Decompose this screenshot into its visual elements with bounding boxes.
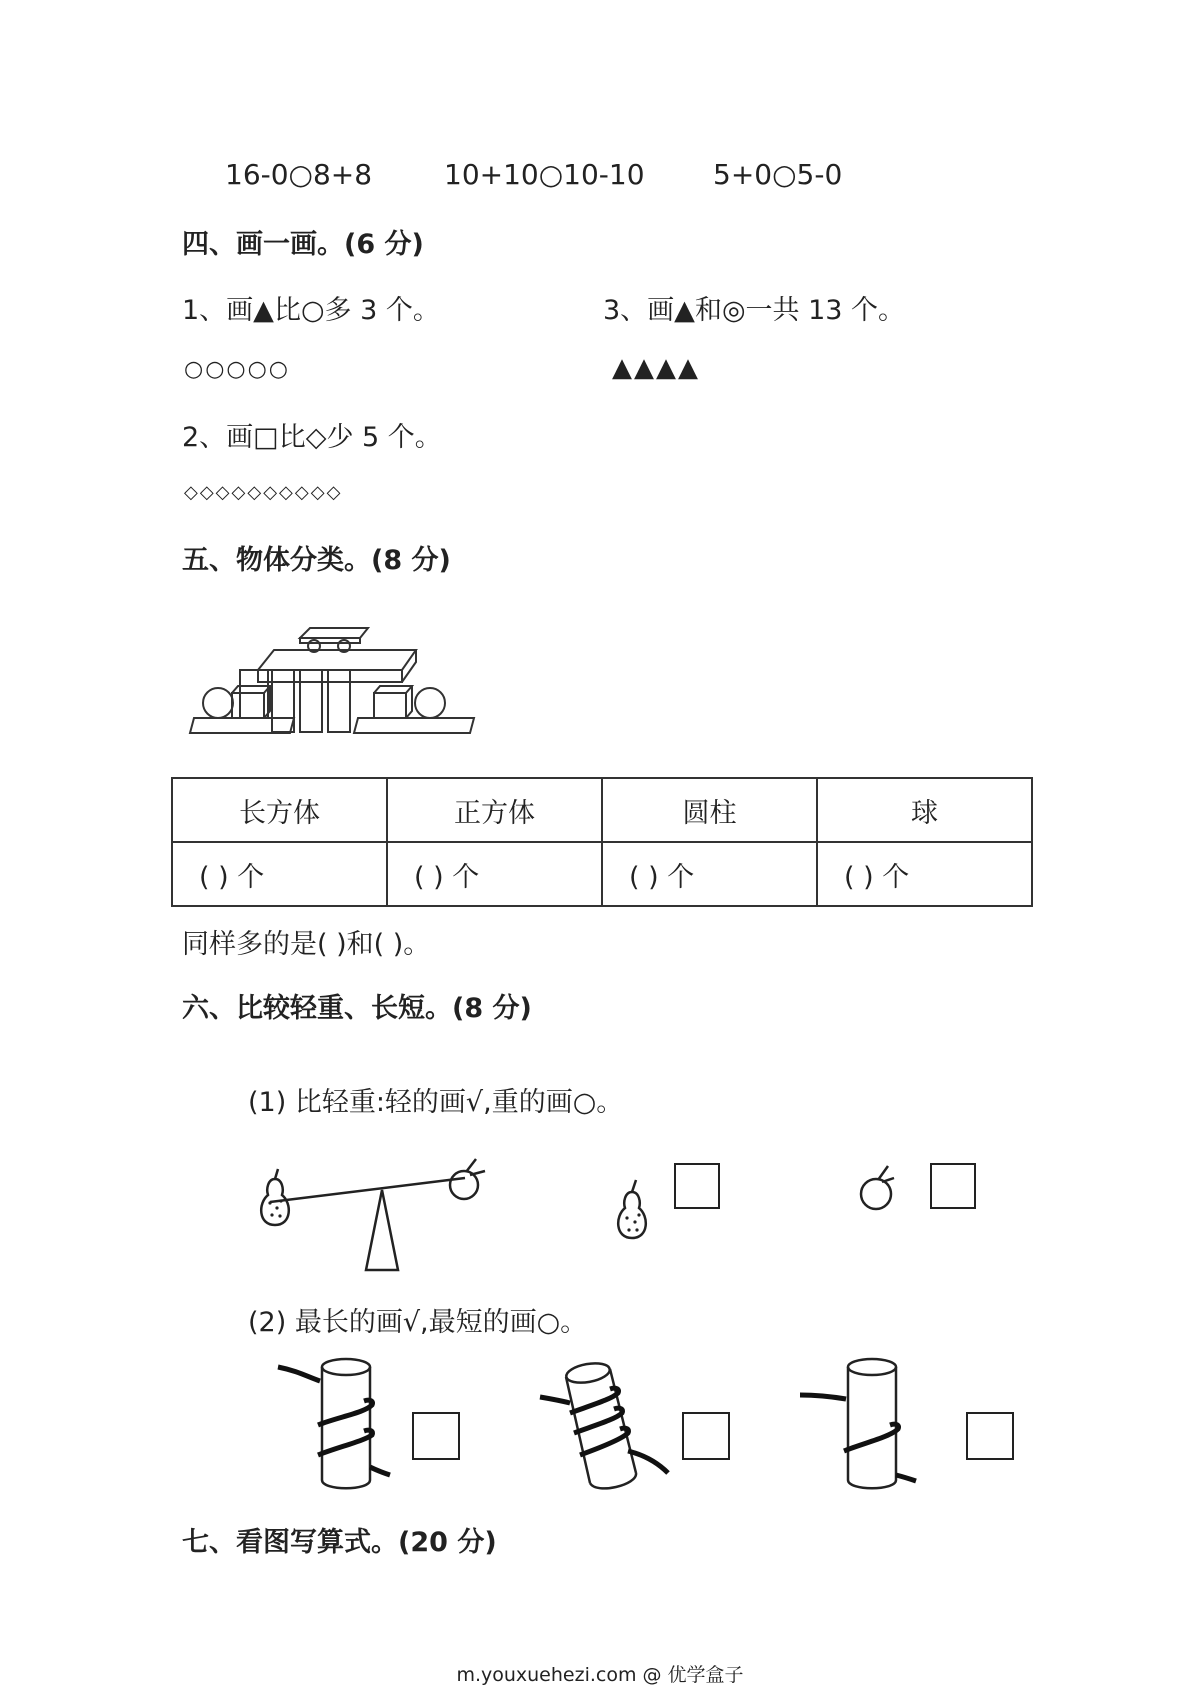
answer-cuboid-count[interactable]: ( ) 个 [172, 842, 387, 906]
rope-1-answer-box[interactable] [412, 1412, 460, 1460]
apple-answer-box[interactable] [930, 1163, 976, 1209]
shape-classification-table [171, 777, 1033, 907]
section-4-heading: 四、画一画。(6 分) [182, 229, 424, 260]
rope-cylinder-2 [540, 1355, 680, 1500]
section-6-heading: 六、比较轻重、长短。(8 分) [182, 993, 532, 1024]
rope-3-answer-box[interactable] [966, 1412, 1014, 1460]
question-1-text: 1、画▲比○多 3 个。 [182, 295, 440, 326]
header-sphere: 球 [817, 778, 1032, 842]
building-blocks-illustration [184, 598, 484, 753]
header-cylinder: 圆柱 [602, 778, 817, 842]
diamond-symbols: ◇◇◇◇◇◇◇◇◇◇ [184, 482, 343, 503]
rope-2-answer-box[interactable] [682, 1412, 730, 1460]
answer-cylinder-count[interactable]: ( ) 个 [602, 842, 817, 906]
question-2-text: 2、画□比◇少 5 个。 [182, 422, 442, 453]
answer-sphere-count[interactable]: ( ) 个 [817, 842, 1032, 906]
circle-symbols: ○○○○○ [184, 357, 290, 382]
pear-icon [612, 1172, 652, 1242]
balance-scale-illustration [250, 1145, 510, 1275]
triangle-symbols: ▲▲▲▲ [612, 353, 700, 383]
section-7-heading: 七、看图写算式。(20 分) [182, 1527, 497, 1558]
length-instruction: (2) 最长的画√,最短的画○。 [248, 1307, 588, 1338]
answer-cube-count[interactable]: ( ) 个 [387, 842, 602, 906]
comparison-equation-3: 5+0○5-0 [713, 158, 843, 191]
rope-cylinder-3 [800, 1355, 925, 1495]
weight-instruction: (1) 比轻重:轻的画√,重的画○。 [248, 1087, 624, 1118]
section-5-heading: 五、物体分类。(8 分) [182, 545, 451, 576]
footer-watermark: m.youxuehezi.com @ 优学盒子 [456, 1664, 744, 1686]
same-count-question: 同样多的是( )和( )。 [182, 929, 431, 960]
apple-icon [854, 1160, 909, 1215]
header-cube: 正方体 [387, 778, 602, 842]
rope-cylinder-1 [278, 1355, 398, 1495]
comparison-equation-2: 10+10○10-10 [444, 158, 645, 191]
pear-answer-box[interactable] [674, 1163, 720, 1209]
header-cuboid: 长方体 [172, 778, 387, 842]
comparison-equation-1: 16-0○8+8 [225, 158, 373, 191]
question-3-text: 3、画▲和◎一共 13 个。 [603, 295, 906, 326]
